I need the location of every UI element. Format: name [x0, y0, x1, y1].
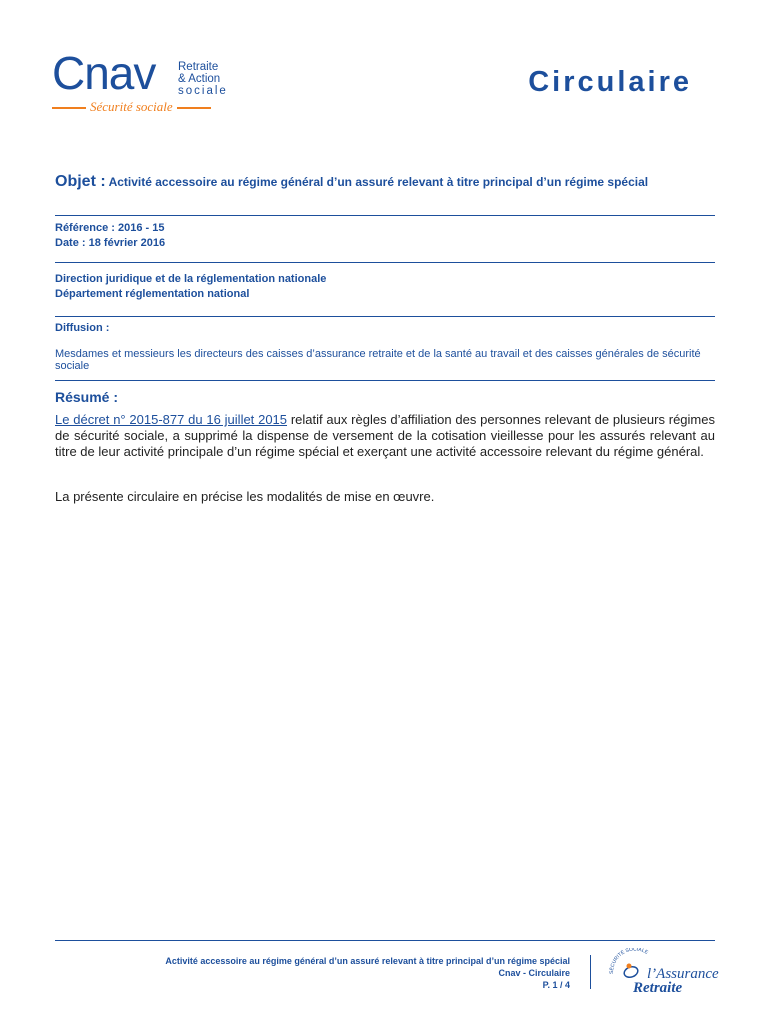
- divider: [55, 262, 715, 263]
- footer-doc: Cnav - Circulaire: [498, 968, 570, 978]
- logo-tagline-line: & Action: [178, 73, 221, 85]
- logo-arc-text: SÉCURITÉ SOCIALE: [608, 948, 649, 975]
- divider: [55, 380, 715, 381]
- logo-tagline-line: Retraite: [178, 61, 219, 73]
- resume-title: Résumé :: [55, 389, 119, 405]
- objet-text: Activité accessoire au régime général d’un assuré relevant à titre principal d’un régime spécial: [108, 175, 649, 189]
- objet-label: Objet :: [55, 173, 106, 190]
- document-type-title: Circulaire: [528, 66, 692, 98]
- resume-body-text: relatif aux règles d’affiliation des personnes relevant de plusieurs régimes de sécurité sociale, a supprimé la dispense de versement de la cotisation vieillesse pour les assurés relevant au titre de leur activité principale d’un régime spécial et exerçant une activité accessoire relevant du régime général.: [55, 412, 715, 459]
- divider: [55, 316, 715, 317]
- svg-text:SÉCURITÉ SOCIALE: [608, 948, 649, 974]
- direction-block: [55, 272, 326, 302]
- assurance-retraite-logo: [605, 948, 725, 996]
- logo-line1: l’Assurance: [647, 966, 719, 982]
- resume-body: [55, 412, 715, 460]
- logo-wordmark: Cnav: [52, 47, 156, 99]
- diffusion-text: Mesdames et messieurs les directeurs des caisses d’assurance retraite et de la santé au travail et des caisses générales de sécurité sociale: [55, 348, 701, 372]
- footer-page: P. 1 / 4: [542, 980, 570, 990]
- logo-tagline: [178, 61, 228, 97]
- footer-separator: [590, 955, 591, 989]
- logo-subline-rule: [52, 107, 86, 109]
- logo-tagline-line: sociale: [178, 85, 228, 97]
- direction-text: Direction juridique et de la réglementation nationale: [55, 273, 327, 285]
- objet-block: [55, 174, 715, 190]
- resume-body-second: La présente circulaire en précise les modalités de mise en œuvre.: [55, 489, 435, 504]
- cnav-logo: [52, 47, 237, 118]
- footer-text: [165, 955, 570, 991]
- reference-text: Référence : 2016 - 15: [55, 222, 165, 234]
- departement-text: Département réglementation national: [55, 288, 250, 300]
- logo-subline-rule: [177, 107, 211, 109]
- divider: [55, 215, 715, 216]
- date-text: Date : 18 février 2016: [55, 237, 166, 249]
- decree-link[interactable]: Le décret n° 2015-877 du 16 juillet 2015: [55, 412, 288, 427]
- logo-subline: [52, 99, 232, 115]
- footer-title: Activité accessoire au régime général d’un assuré relevant à titre principal d’un régime spécial: [165, 956, 570, 966]
- reference-block: [55, 221, 165, 251]
- diffusion-label: Diffusion :: [55, 322, 110, 334]
- logo-subline-text: Sécurité sociale: [90, 99, 173, 114]
- logo-line2: Retraite: [633, 980, 683, 996]
- footer-divider: [55, 940, 715, 941]
